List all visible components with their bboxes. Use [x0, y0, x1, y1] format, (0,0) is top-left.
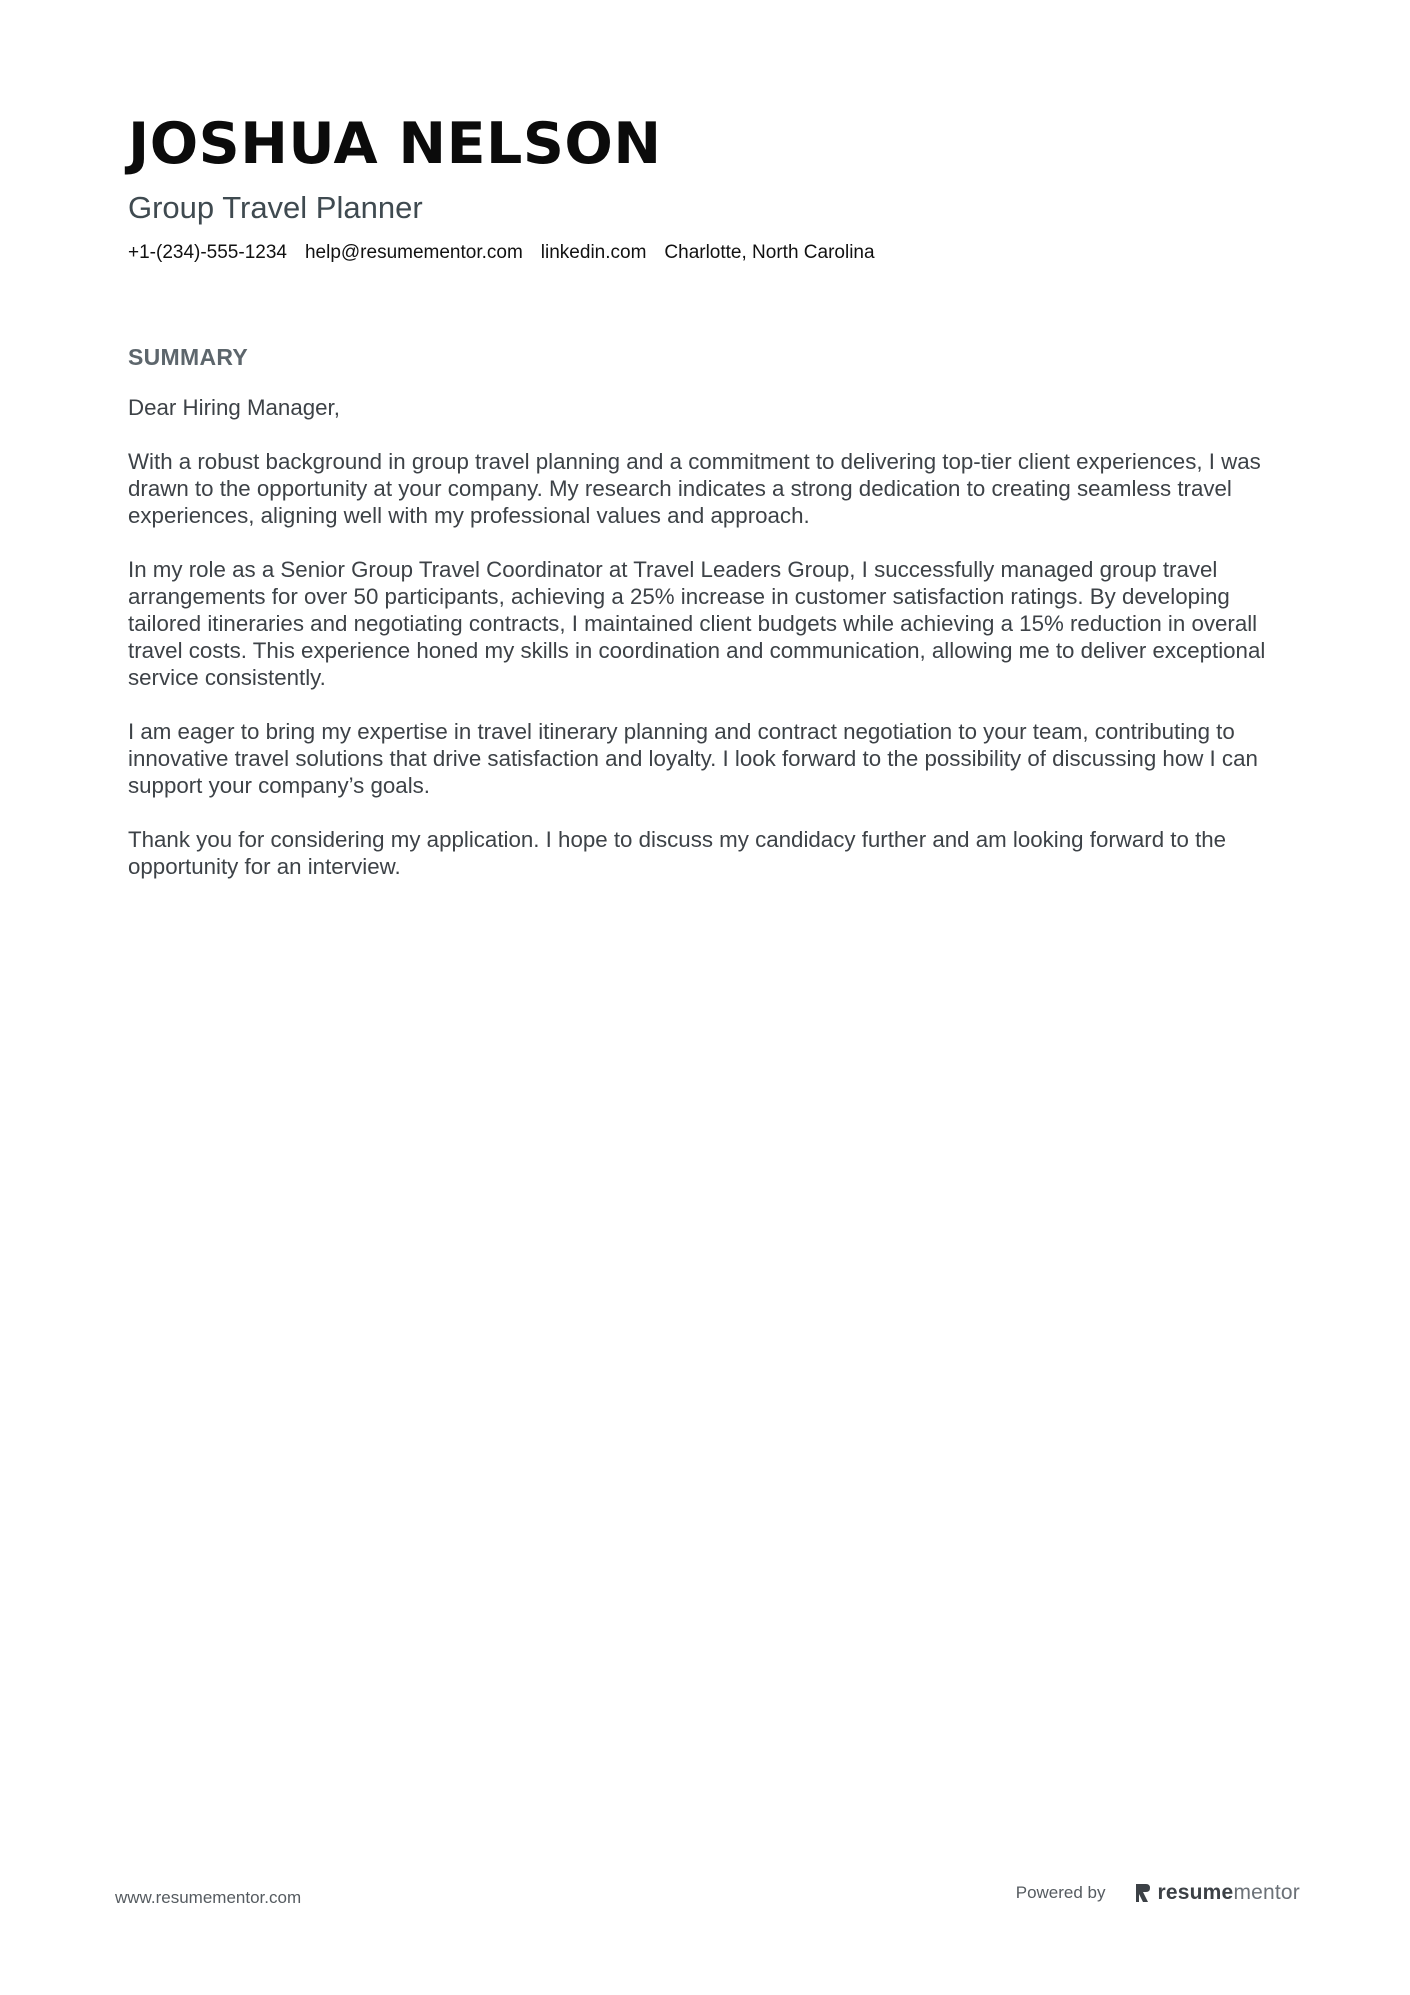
letter-paragraph: With a robust background in group travel planning and a commitment to delivering top-tier client experiences, I was drawn to the opportunity at your company. My research indicates a strong dedication to creating seamless travel experiences, aligning well with my professional values and approach. — [128, 449, 1261, 528]
contact-location: Charlotte, North Carolina — [664, 242, 875, 263]
contact-row — [128, 240, 1288, 266]
footer-branding — [1016, 1881, 1300, 1905]
brand-logo[interactable] — [1134, 1881, 1300, 1905]
contact-phone: +1-(234)-555-1234 — [128, 242, 287, 263]
contact-linkedin[interactable]: linkedin.com — [540, 242, 647, 263]
letter-paragraph: In my role as a Senior Group Travel Coordinator at Travel Leaders Group, I successfully managed group travel arrangements for over 50 participants, achieving a 25% increase in customer satisfaction ratings. By developing tailored itineraries and negotiating contracts, I maintained client budgets while achieving a 15% reduction in overall travel costs. This experience honed my skills in coordination and communication, allowing me to deliver exceptional service consistently. — [128, 557, 1266, 690]
letter-paragraph: I am eager to bring my expertise in travel itinerary planning and contract negotiation to your team, contributing to innovative travel solutions that drive satisfaction and loyalty. I look forward to the possibility of discussing how I can support your company’s goals. — [128, 719, 1258, 798]
letter-salutation: Dear Hiring Manager, — [128, 395, 340, 420]
letter-closing: Thank you for considering my application. I hope to discuss my candidacy further and am looking forward to the opportunity for an interview. — [128, 827, 1227, 879]
summary-section — [128, 342, 1288, 907]
footer-website[interactable]: www.resumementor.com — [115, 1888, 302, 1907]
brand-text-mentor: mentor — [1233, 1881, 1300, 1904]
applicant-name: JOSHUA NELSON — [128, 111, 662, 177]
powered-by-label: Powered by — [1015, 1883, 1106, 1902]
job-title: Group Travel Planner — [128, 190, 423, 225]
section-heading-summary: SUMMARY — [128, 344, 249, 370]
header — [128, 108, 1288, 266]
contact-email[interactable]: help@resumementor.com — [304, 242, 523, 263]
resumementor-logo-icon — [1134, 1882, 1152, 1904]
brand-text-resume: resume — [1157, 1881, 1234, 1904]
